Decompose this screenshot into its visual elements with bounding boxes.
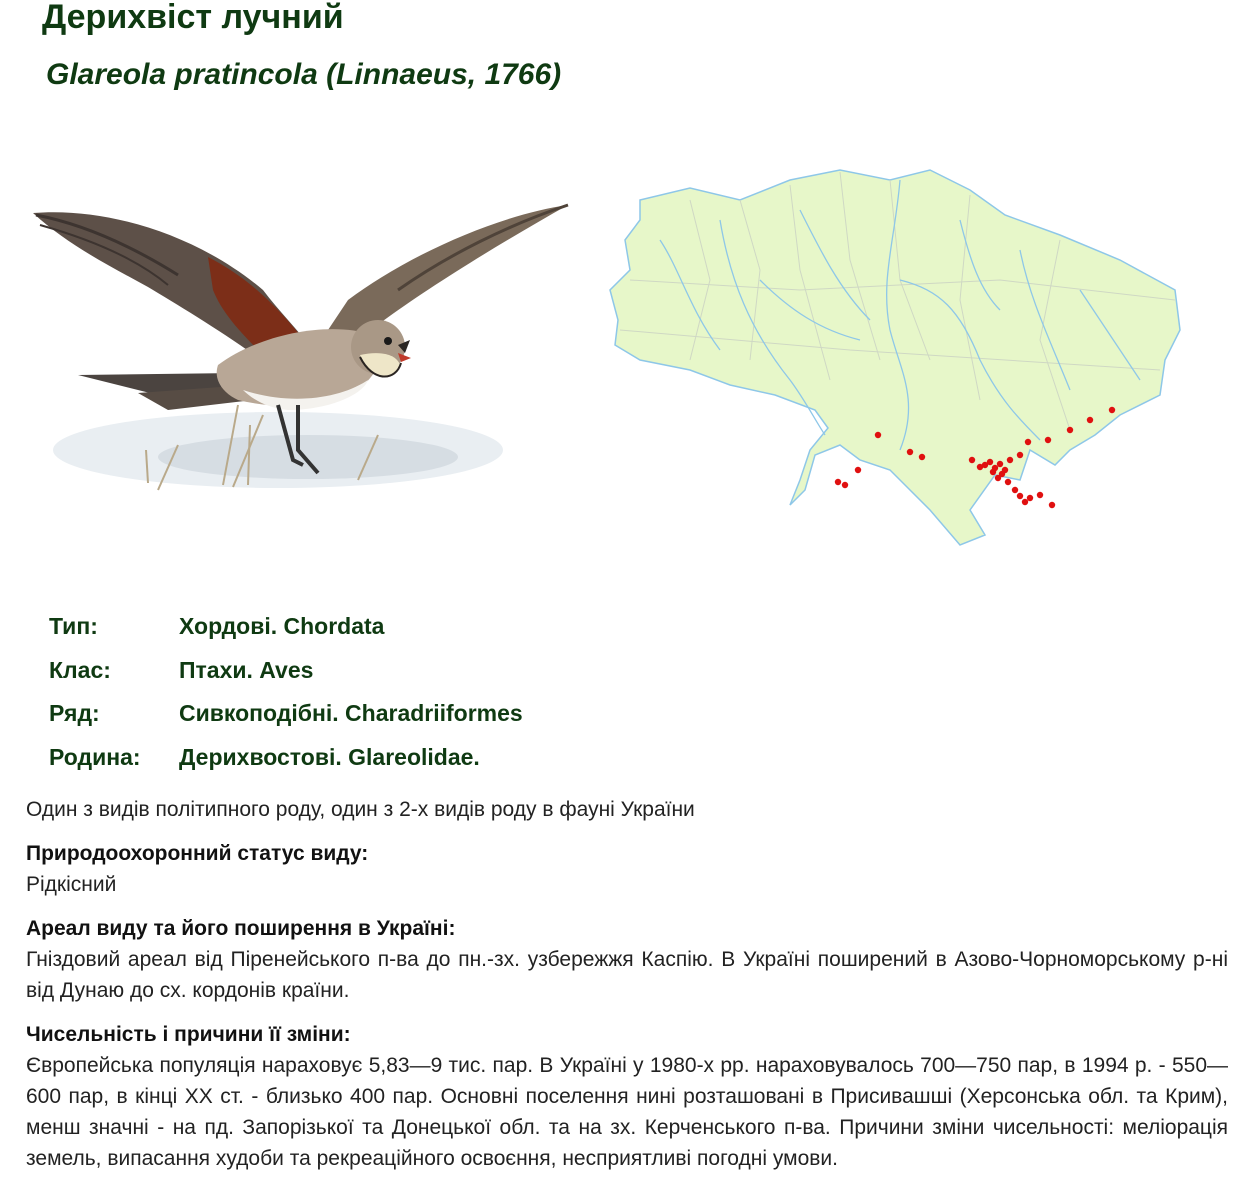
taxonomy-row (49, 692, 523, 736)
taxonomy-key: Клас: (49, 656, 111, 683)
record-point (1067, 427, 1073, 433)
record-point (1025, 439, 1031, 445)
record-point (1109, 407, 1115, 413)
record-point (1022, 499, 1028, 505)
record-point (919, 454, 925, 460)
record-point (1045, 437, 1051, 443)
record-point (875, 432, 881, 438)
taxonomy-value: Птахи. Aves (179, 656, 314, 683)
record-point (1007, 457, 1013, 463)
taxonomy-key: Ряд: (49, 700, 100, 727)
record-point (1087, 417, 1093, 423)
bird-illustration (28, 195, 588, 500)
record-point (1005, 479, 1011, 485)
section-heading: Ареал виду та його поширення в Україні: (26, 917, 456, 940)
taxonomy-key: Тип: (49, 613, 98, 640)
record-point (835, 479, 841, 485)
page-title: Дерихвіст лучний (42, 0, 344, 36)
taxonomy-table (49, 605, 523, 779)
section-population (26, 1019, 1228, 1174)
record-point (1037, 492, 1043, 498)
section-text: Рідкісний (26, 873, 117, 896)
record-point (1049, 502, 1055, 508)
record-point (1017, 452, 1023, 458)
record-point (987, 459, 993, 465)
record-point (999, 471, 1005, 477)
taxonomy-value: Дерихвостові. Glareolidae. (179, 743, 480, 770)
section-heading: Чисельність і причини її зміни: (26, 1023, 351, 1046)
record-point (997, 461, 1003, 467)
record-point (855, 467, 861, 473)
section-heading: Природоохоронний статус виду: (26, 842, 369, 865)
taxonomy-row (49, 649, 523, 693)
record-point (969, 457, 975, 463)
taxonomy-row (49, 605, 523, 649)
record-point (1012, 487, 1018, 493)
record-point (907, 449, 913, 455)
ukraine-distribution-map (600, 160, 1200, 560)
latin-name: Glareola pratincola (Linnaeus, 1766) (46, 58, 562, 91)
record-point (1027, 495, 1033, 501)
section-status (26, 838, 1228, 900)
record-point (842, 482, 848, 488)
section-range (26, 913, 1228, 1006)
taxonomy-value: Хордові. Chordata (179, 613, 385, 640)
record-point (1017, 493, 1023, 499)
species-description-block (26, 794, 1228, 1174)
taxonomy-key: Родина: (49, 743, 141, 770)
taxonomy-row (49, 736, 523, 780)
species-description: Один з видів політипного роду, один з 2-х видів роду в фауні України (26, 798, 695, 821)
section-text: Європейська популяція нараховує 5,83—9 тис. пар. В Україні у 1980-х рр. нараховувалось 700—750 пар, в 1994 р. - 550—600 пар, в кінці XX ст. - близько 400 пар. Основні поселення нині розташовані в Присивашші (Херсонська обл. та Крим), менш значні - на пд. Запорізької та Донецької обл. та на зх. Керченського п-ва. Причини зміни чисельності: меліорація земель, випасання худоби та рекреаційного освоєння, несприятливі погодні умови. (26, 1054, 1228, 1170)
record-point (990, 469, 996, 475)
section-text: Гніздовий ареал від Піренейського п-ва до пн.-зх. узбережжя Каспію. В Україні поширений в Азово-Чорноморському р-ні від Дунаю до сх. кордонів країни. (26, 948, 1228, 1002)
taxonomy-value: Сивкоподібні. Charadriiformes (179, 700, 523, 727)
